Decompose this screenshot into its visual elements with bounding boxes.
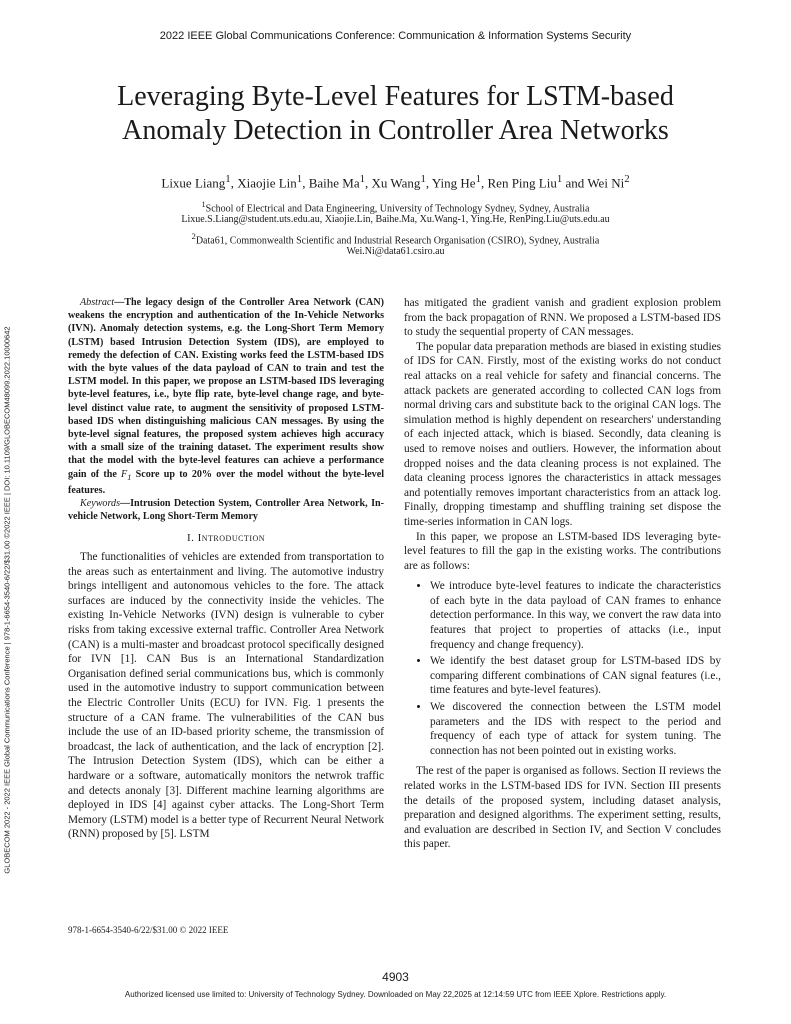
right-paragraph-3: The rest of the paper is organised as follows. Section II reviews the related works in the LSTM-based IDS for IVN. Section III presents the details of the proposed system, including dataset analysis, preparation and designed algorithms. The experiment setting, results, and evaluation are described in Section IV, and Section V concludes this paper.	[404, 765, 721, 851]
author-affiliation-sup: 1	[359, 173, 366, 185]
author-name: Ren Ping Liu	[487, 175, 557, 191]
keywords-lead: Keywords	[80, 498, 121, 510]
author-separator: ,	[365, 175, 372, 191]
license-note: Authorized licensed use limited to: University of Technology Sydney. Downloaded on May 22,2025 at 12:14:59 UTC from IEEE Xplore. Restrictions apply.	[124, 990, 667, 999]
author-affiliation-sup: 1	[420, 173, 426, 185]
contribution-item: • We introduce byte-level features to indicate the characteristics of each byte in the data payload of CAN frames to enhance detection performance. In this way, we convert the raw data into features that project to properties of attacks (i.e., input frequency and change frequency).	[430, 579, 721, 652]
contributions-list	[404, 579, 721, 758]
author-name: Lixue Liang	[161, 175, 226, 191]
page-number: 4903	[382, 970, 409, 984]
side-doi-text: GLOBECOM 2022 - 2022 IEEE Global Communications Conference | 978-1-6654-3540-6/22/$31.00 ©2022 IEEE | DOI: 10.1109/GLOBECOM48099.2022.10000642	[2, 326, 12, 874]
author-affiliation-sup: 1	[475, 173, 482, 185]
paper-title	[40, 80, 751, 148]
author-separator: ,	[425, 175, 432, 191]
side-doi-strip	[0, 0, 14, 1024]
author-name: Wei Ni	[587, 175, 625, 191]
contribution-item: • We identify the best dataset group for LSTM-based IDS by comparing different combinations of CAN signal features (i.e., time features and byte-level features).	[430, 654, 721, 698]
keywords-body: —Intrusion Detection System, Controller Area Network, In-vehicle Network, Long Short-Term Memory	[68, 498, 384, 523]
author-affiliation-sup: 2	[624, 173, 630, 185]
author-affiliation-sup: 1	[556, 173, 563, 185]
right-paragraph-0: has mitigated the gradient vanish and gradient explosion problem from the back propagation of RNN. We proposed a LSTM-based IDS to study the sequential property of CAN messages.	[404, 297, 721, 339]
affiliation-2-text: Data61, Commonwealth Scientific and Industrial Research Organisation (CSIRO), Sydney, Australia	[195, 235, 600, 247]
author-name: Xu Wang	[371, 175, 421, 191]
affiliation-1-sup: 1	[201, 200, 206, 209]
contribution-item: • We discovered the connection between the LSTM model parameters and the IDS with respect to the period and frequency of each type of attack for system tuning. The connection has not been pointed out in existing works.	[430, 700, 721, 758]
affiliation-1-email: Lixue.S.Liang@student.uts.edu.au, Xiaojie.Lin, Baihe.Ma, Xu.Wang-1, Ying.He, RenPing.Liu@uts.edu.au	[181, 214, 610, 225]
f1-subscript: 1	[127, 472, 132, 482]
author-separator: and	[562, 175, 588, 191]
f1-symbol	[121, 469, 131, 480]
author-name: Baihe Ma	[308, 175, 360, 191]
keywords	[68, 497, 384, 523]
section-heading-introduction: I. Introduction	[186, 532, 266, 545]
right-paragraph-2: In this paper, we propose an LSTM-based IDS leveraging byte-level features to fill the gap in the existing works. The contributions are as follows:	[404, 530, 721, 572]
f1-base: F	[121, 468, 128, 480]
conference-header: 2022 IEEE Global Communications Conference: Communication & Information Systems Security	[159, 30, 632, 42]
left-column	[68, 296, 384, 842]
author-separator: ,	[230, 175, 238, 191]
right-column	[404, 296, 721, 852]
abstract-lead: Abstract	[80, 297, 115, 308]
author-separator: ,	[481, 175, 488, 191]
author-list	[40, 173, 751, 191]
intro-paragraph-1: The functionalities of vehicles are extended from transportation to the areas such as entertainment and living. The automotive industry brings intelligent and autonomous vehicles to the fore. The attack surfaces are induced by the connectivity inside the vehicles. The existing In-Vehicle Networks (IVN) design is vulnerable to cyber risks from taking excessive external traffic. Controller Area Network (CAN) is a multi-master and broadcast protocol specifically designed for IVN [1]. CAN Bus is an International Standardization Organisation defined serial communications bus, which is commonly used in the automotive industry to support communication between the Electric Controller Units (ECU) for IVN. Fig. 1 presents the structure of a CAN frame. The vulnerabilities of the CAN bus include the use of an ID-based priority scheme, the transmission of broadcast, the lack of authentication, and the lack of encryption [2]. The Intrusion Detection System (IDS), which can be either a hardware or a software, automatically monitors the netwrok traffic and detects anonaly [3]. Different machine learning algorithms are deployed in IDS [4] against cyber attacks. The Long-Short Term Memory (LSTM) model is a better type of Recurrent Neural Network (RNN) proposed by [5]. LSTM	[68, 551, 384, 841]
affiliation-1-text: School of Electrical and Data Engineering, University of Technology Sydney, Sydney, Australia	[205, 203, 590, 215]
right-paragraph-1: The popular data preparation methods are biased in existing studies of IDS for CAN. Firstly, most of the existing works do not conduct real attacks on a real vehicle for safety and financial concerns. The attack packets are generated according to collected CAN logs from normal driving cars and substitute back to the original CAN logs. The simulation method is highly dependent on researchers' understanding of each injected attack, which is biased. Secondly, data cleaning is used to remove noises and outliers. However, the information about dropped noises and the data cleaning process is not explained. The data cleaning process ignores the characteristics in attack messages and potentially removes important characteristics from an attack log. Finally, dropping timestamp and shuffling training set dispose the time-series information in CAN logs.	[404, 340, 721, 528]
copyright-note: 978-1-6654-3540-6/22/$31.00 © 2022 IEEE	[68, 925, 229, 935]
abstract-body: —The legacy design of the Controller Area Network (CAN) weakens the encryption and authentication of the In-Vehicle Networks (IVN). Anomaly detection systems, e.g. the Long-Short Term Memory (LSTM) based Intrusion Detection System (IDS), are employed to remedy the defection of CAN. Existing works feed the LSTM-based IDS with the byte values of the data payload of CAN to train and test the LSTM model. In this paper, we propose an LSTM-based IDS leveraging byte-level features, i.e., byte flip rate, byte-level change rage, and byte-level distinct value rate, to augment the sensitivity of proposed LSTM-based IDS when distinguishing malicious CAN messages. By using the byte-level signal features, the proposed system achieves high accuracy with a small size of the training dataset. The experiment results show that the model with the byte-level features can achieve a performance gain of the	[68, 297, 384, 480]
abstract-tail: Score up to 20% over the model without the byte-level features.	[68, 468, 384, 496]
author-name: Xiaojie Lin	[237, 175, 297, 191]
abstract	[68, 296, 384, 497]
affiliation-2-sup: 2	[191, 232, 196, 241]
author-separator: ,	[302, 175, 309, 191]
affiliation-2-email: Wei.Ni@data61.csiro.au	[346, 246, 445, 257]
title-line-1: Leveraging Byte-Level Features for LSTM-based	[117, 81, 674, 112]
author-affiliation-sup: 1	[225, 173, 231, 185]
author-name: Ying He	[431, 175, 476, 191]
title-line-2: Anomaly Detection in Controller Area Networks	[122, 115, 669, 146]
author-affiliation-sup: 1	[296, 173, 303, 185]
